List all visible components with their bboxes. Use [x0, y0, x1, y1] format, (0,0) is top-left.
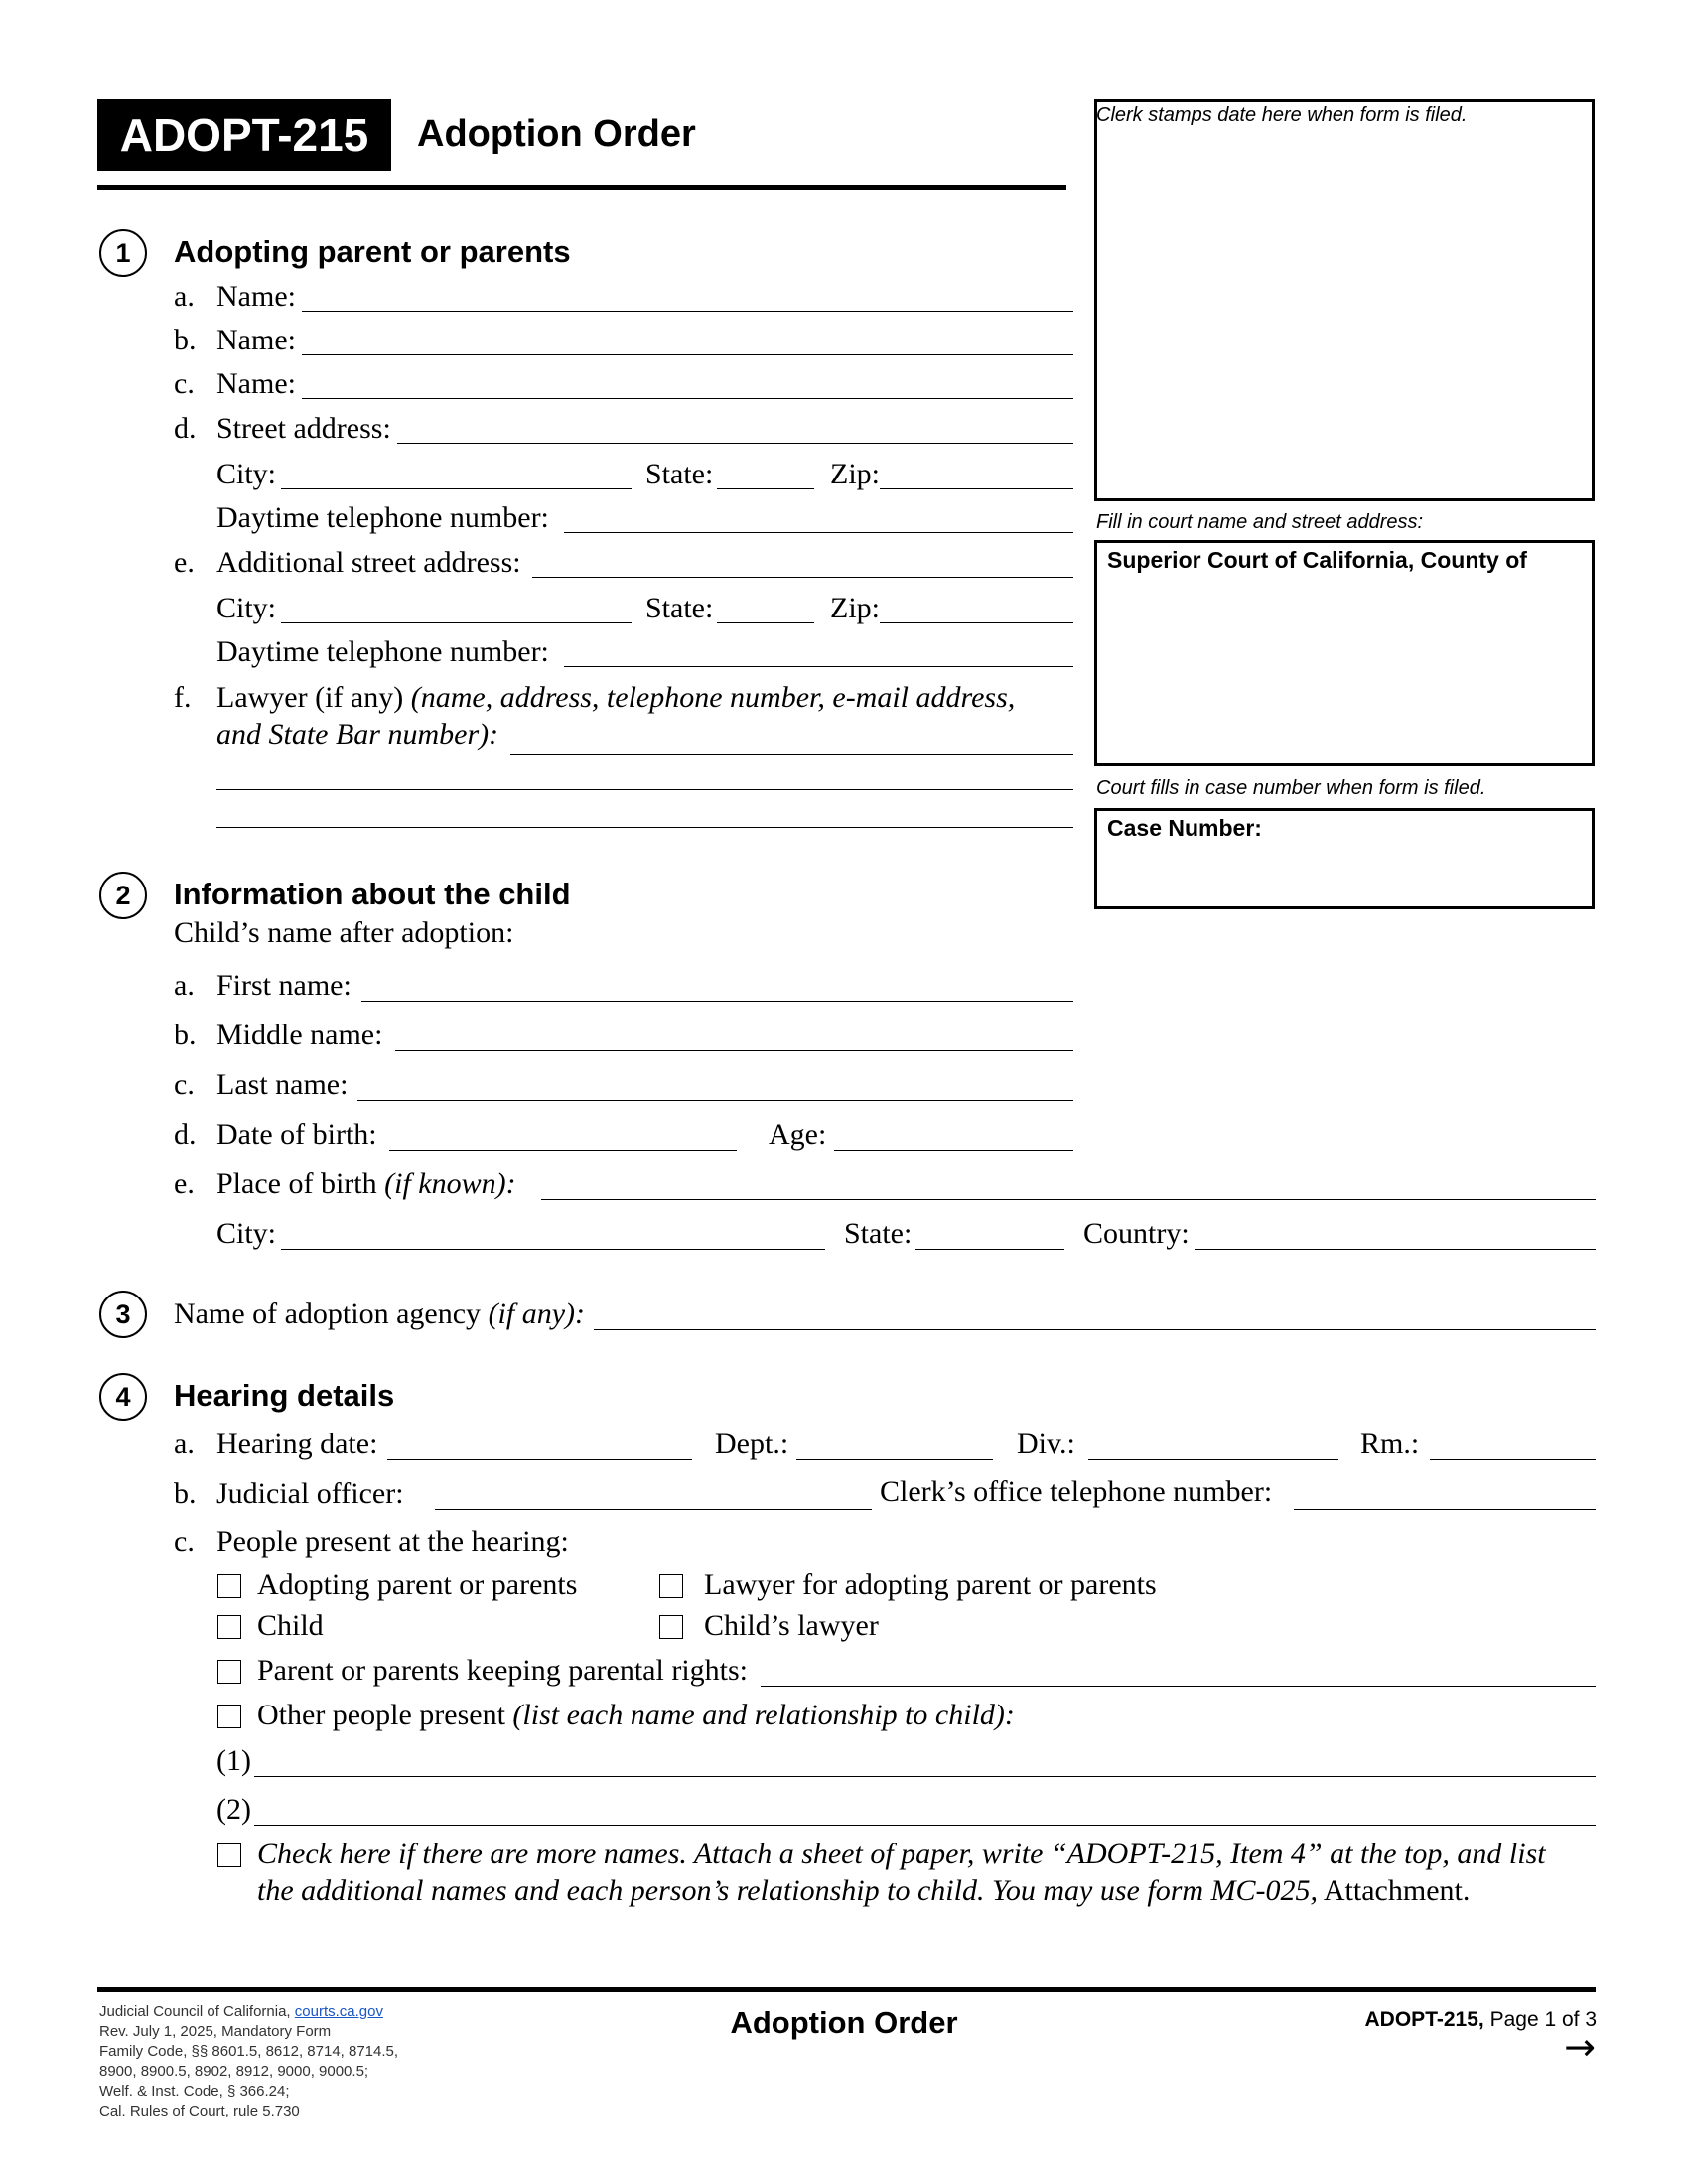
parent-name-c-field[interactable]: [302, 398, 1073, 399]
footer-revision: Rev. July 1, 2025, Mandatory Form: [99, 2023, 332, 2040]
adoption-agency-field[interactable]: [594, 1329, 1596, 1330]
item-2c-label: Last name:: [216, 1068, 349, 1101]
additional-city-label: City:: [216, 592, 277, 624]
courts-link[interactable]: courts.ca.gov: [294, 2003, 383, 2020]
zip-field[interactable]: [880, 488, 1073, 489]
item-1d-letter: d.: [174, 412, 197, 445]
agency-label-text: Name of adoption agency: [174, 1297, 482, 1330]
child-last-name-field[interactable]: [357, 1100, 1073, 1101]
item-1b-letter: b.: [174, 324, 197, 356]
court-name-box[interactable]: [1094, 540, 1595, 766]
birth-city-field[interactable]: [281, 1249, 825, 1250]
additional-zip-field[interactable]: [880, 622, 1073, 623]
child-label: Child: [257, 1609, 324, 1642]
birth-city-label: City:: [216, 1217, 277, 1250]
other-person-1-field[interactable]: [254, 1776, 1596, 1777]
item-2d-letter: d.: [174, 1118, 197, 1151]
item-1a-letter: a.: [174, 280, 195, 313]
footer-code-3: Welf. & Inst. Code, § 366.24;: [99, 2083, 290, 2100]
dept-label: Dept.:: [715, 1428, 789, 1460]
birth-country-field[interactable]: [1195, 1249, 1596, 1250]
form-title: Adoption Order: [417, 113, 696, 155]
item-1a-label: Name:: [216, 280, 296, 313]
footer-form-code: ADOPT-215,: [1364, 2008, 1484, 2031]
item-1f-label: [216, 681, 1015, 715]
section-3-number: 3: [99, 1291, 147, 1338]
item-2a-letter: a.: [174, 969, 195, 1002]
lawyer-field-3[interactable]: [216, 827, 1073, 828]
other-person-1-label: (1): [216, 1744, 251, 1777]
lawyer-instruction: (name, address, telephone number, e-mail address,: [410, 681, 1016, 714]
place-of-birth-label: Place of birth: [216, 1167, 377, 1200]
birth-state-field[interactable]: [915, 1249, 1064, 1250]
item-1c-label: Name:: [216, 367, 296, 400]
section-1-number: 1: [99, 229, 147, 277]
daytime-phone-field[interactable]: [564, 532, 1073, 533]
item-1c-letter: c.: [174, 367, 195, 400]
div-field[interactable]: [1088, 1459, 1338, 1460]
lawyer-adopting-checkbox[interactable]: [659, 1574, 683, 1598]
lawyer-field-2[interactable]: [216, 789, 1073, 790]
clerk-stamp-label: Clerk stamps date here when form is filed.: [1096, 104, 1468, 126]
agency-label: [174, 1297, 585, 1331]
parent-name-b-field[interactable]: [302, 354, 1073, 355]
footer-page-number: Page 1 of 3: [1489, 2008, 1597, 2031]
more-names-instruction: Check here if there are more names. Attach a sheet of paper, write “ADOPT-215, Item 4” at the top, and list: [257, 1838, 1546, 1870]
div-label: Div.:: [1017, 1428, 1075, 1460]
item-2b-letter: b.: [174, 1019, 197, 1051]
attachment-form-name: Attachment.: [1323, 1874, 1471, 1907]
item-4a-letter: a.: [174, 1428, 195, 1460]
child-age-field[interactable]: [834, 1150, 1073, 1151]
lawyer-field-1[interactable]: [510, 754, 1073, 755]
other-people-instruction: (list each name and relationship to child):: [512, 1699, 1015, 1731]
age-label: Age:: [769, 1118, 827, 1151]
additional-state-field[interactable]: [717, 622, 814, 623]
more-names-checkbox[interactable]: [217, 1843, 241, 1867]
item-2b-label: Middle name:: [216, 1019, 383, 1051]
place-of-birth-field[interactable]: [541, 1199, 1596, 1200]
footer-code-4: Cal. Rules of Court, rule 5.730: [99, 2103, 300, 2119]
additional-zip-label: Zip:: [830, 592, 880, 624]
lawyer-instruction-cont: and State Bar number):: [216, 718, 499, 751]
case-number-instruction: Court fills in case number when form is filed.: [1096, 777, 1486, 799]
footer-code-1: Family Code, §§ 8601.5, 8612, 8714, 8714.5,: [99, 2043, 399, 2060]
section-2-heading: Information about the child: [174, 877, 571, 911]
footer-title: Adoption Order: [730, 2005, 958, 2040]
lawyer-adopting-label: Lawyer for adopting parent or parents: [704, 1569, 1157, 1601]
other-person-2-field[interactable]: [254, 1825, 1596, 1826]
parents-keeping-rights-checkbox[interactable]: [217, 1660, 241, 1684]
parents-keeping-rights-field[interactable]: [761, 1686, 1596, 1687]
item-4a-label: Hearing date:: [216, 1428, 378, 1460]
item-1e-label: Additional street address:: [216, 546, 521, 579]
item-2c-letter: c.: [174, 1068, 195, 1101]
rm-label: Rm.:: [1360, 1428, 1420, 1460]
footer-rule: [97, 1987, 1596, 1992]
state-field[interactable]: [717, 488, 814, 489]
item-4c-letter: c.: [174, 1525, 195, 1558]
child-first-name-field[interactable]: [361, 1001, 1073, 1002]
dept-field[interactable]: [796, 1459, 993, 1460]
city-label: City:: [216, 458, 277, 490]
item-2e-label: [216, 1167, 516, 1201]
header-rule: [97, 185, 1066, 190]
child-name-subtitle: Child’s name after adoption:: [174, 916, 514, 949]
item-2e-letter: e.: [174, 1167, 195, 1200]
adopting-parent-checkbox[interactable]: [217, 1574, 241, 1598]
phone-label: Daytime telephone number:: [216, 501, 549, 534]
item-1d-label: Street address:: [216, 412, 391, 445]
zip-label: Zip:: [830, 458, 880, 490]
additional-phone-label: Daytime telephone number:: [216, 635, 549, 668]
section-4-number: 4: [99, 1373, 147, 1421]
other-person-2-label: (2): [216, 1793, 251, 1826]
city-field[interactable]: [281, 488, 632, 489]
additional-state-label: State:: [645, 592, 714, 624]
judicial-officer-field[interactable]: [435, 1509, 872, 1510]
child-middle-name-field[interactable]: [395, 1050, 1073, 1051]
adopting-parent-label: Adopting parent or parents: [257, 1569, 578, 1601]
footer-page-info: [1221, 2007, 1597, 2033]
place-of-birth-qualifier: (if known):: [384, 1167, 516, 1200]
street-address-field[interactable]: [397, 443, 1073, 444]
item-4b-label: Judicial officer:: [216, 1477, 404, 1510]
rm-field[interactable]: [1430, 1459, 1596, 1460]
next-page-arrow-icon[interactable]: →: [1564, 2025, 1596, 2069]
child-checkbox[interactable]: [217, 1615, 241, 1639]
additional-city-field[interactable]: [281, 622, 632, 623]
footer-code-2: 8900, 8900.5, 8902, 8912, 9000, 9000.5;: [99, 2063, 369, 2080]
more-names-instruction-line2: the additional names and each person’s relationship to child. You may use form MC-025,: [257, 1874, 1319, 1907]
footer-council: [99, 2002, 383, 2022]
footer-council-text: Judicial Council of California,: [99, 2003, 291, 2020]
court-name-text: Superior Court of California, County of: [1107, 547, 1527, 573]
parents-keeping-rights-label: Parent or parents keeping parental rights:: [257, 1654, 749, 1687]
childs-lawyer-label: Child’s lawyer: [704, 1609, 879, 1642]
hearing-date-field[interactable]: [387, 1459, 692, 1460]
section-4-heading: Hearing details: [174, 1378, 395, 1413]
childs-lawyer-checkbox[interactable]: [659, 1615, 683, 1639]
item-4c-label: People present at the hearing:: [216, 1525, 569, 1558]
other-people-label-text: Other people present: [257, 1699, 505, 1731]
section-2-number: 2: [99, 872, 147, 919]
additional-address-field[interactable]: [532, 577, 1073, 578]
lawyer-label: Lawyer (if any): [216, 681, 404, 714]
additional-phone-field[interactable]: [564, 666, 1073, 667]
parent-name-a-field[interactable]: [302, 311, 1073, 312]
clerk-phone-label: Clerk’s office telephone number:: [880, 1475, 1273, 1508]
item-1e-letter: e.: [174, 546, 195, 579]
case-number-label: Case Number:: [1107, 815, 1262, 841]
agency-label-qualifier: (if any):: [488, 1297, 586, 1330]
child-dob-field[interactable]: [389, 1150, 737, 1151]
section-1-heading: Adopting parent or parents: [174, 234, 571, 269]
item-2d-label: Date of birth:: [216, 1118, 377, 1151]
item-1b-label: Name:: [216, 324, 296, 356]
other-people-checkbox[interactable]: [217, 1705, 241, 1728]
court-name-label: Fill in court name and street address:: [1096, 511, 1424, 533]
clerk-stamp-box: [1094, 99, 1595, 501]
item-4b-letter: b.: [174, 1477, 197, 1510]
form-code: ADOPT-215: [119, 109, 369, 161]
item-2a-label: First name:: [216, 969, 352, 1002]
more-names-instruction-cont: [257, 1874, 1470, 1908]
birth-state-label: State:: [844, 1217, 913, 1250]
other-people-label: [257, 1699, 1015, 1732]
birth-country-label: Country:: [1083, 1217, 1190, 1250]
state-label: State:: [645, 458, 714, 490]
item-1f-letter: f.: [174, 681, 192, 714]
clerk-phone-field[interactable]: [1294, 1509, 1596, 1510]
